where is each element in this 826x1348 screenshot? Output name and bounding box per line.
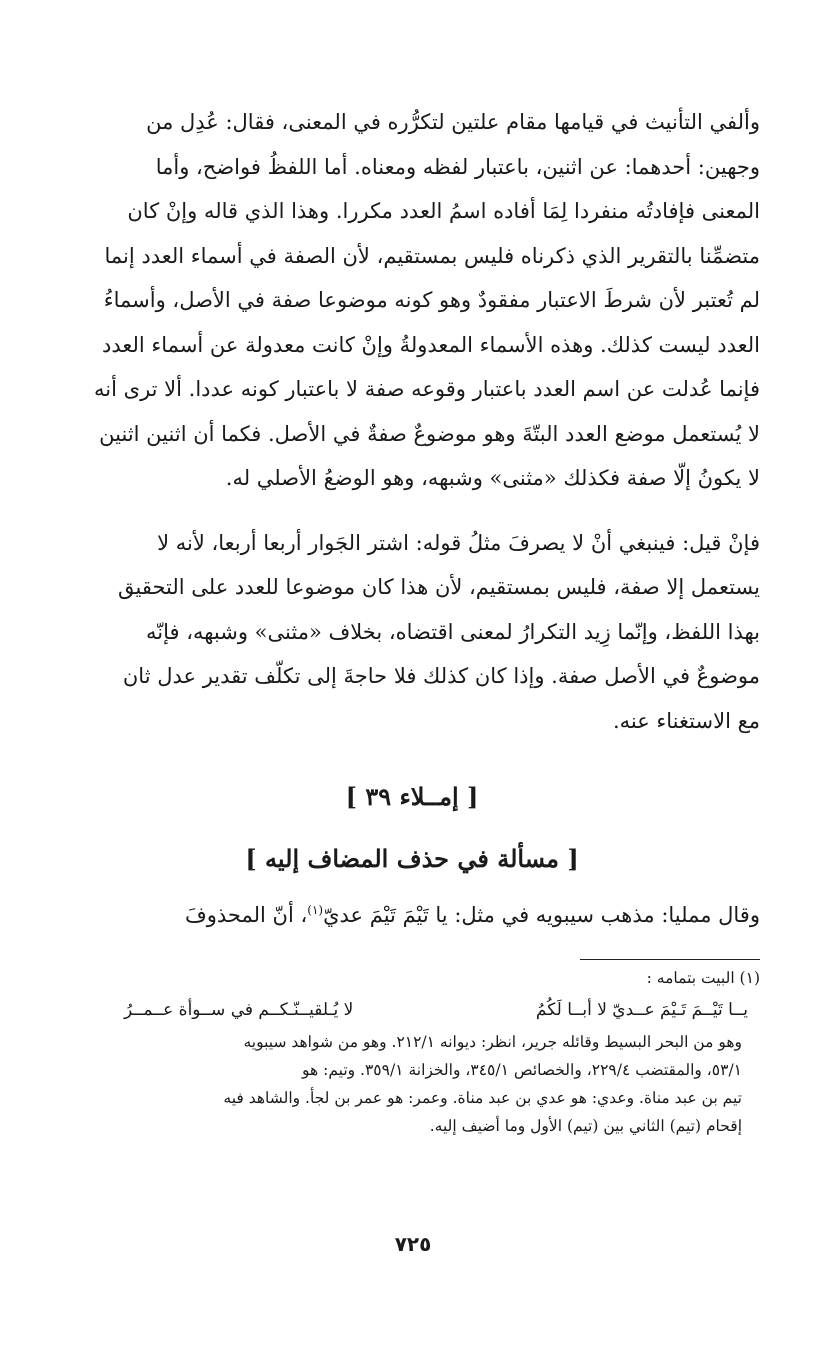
paragraph-line: وجهين: أحدهما: عن اثنين، باعتبار لفظه ومعناه. أما اللفظُ فواضح، وأما (155, 154, 760, 179)
paragraph-line: لم تُعتبر لأن شرطَ الاعتبار مفقودٌ وهو كونه موضوعا صفة في الأصل، وأسماءُ (103, 288, 760, 312)
paragraph-line: فإنما عُدلت عن اسم العدد باعتبار وقوعه صفة لا باعتبار كونه عددا. ألا ترى أنه (94, 377, 760, 401)
page-number: ٧٢٥ (394, 1232, 432, 1256)
lead-text-continued: ، أنّ المحذوفَ (185, 903, 308, 927)
paragraph-line: لا يُستعمل موضع العدد البتّةَ وهو موضوعٌ صفةٌ في الأصل. فكما أن اثنين اثنين (99, 421, 760, 446)
footnote-divider (580, 959, 760, 960)
paragraph-line: وألفي التأنيث في قيامها مقام علتين لتكرُّره في المعنى، فقال: عُدِل من (146, 110, 760, 134)
paragraph-line: فإنْ قيل: فينبغي أنْ لا يصرفَ مثلُ قوله: اشتر الجَوار أربعا أربعا، لأنه لا (157, 530, 760, 555)
paragraph-line: مع الاستغناء عنه. (612, 708, 760, 733)
paragraph-2 (64, 521, 760, 744)
footnotes (64, 964, 760, 1140)
footnote-title: (١) البيت بتمامه : (646, 969, 760, 987)
paragraph-line: موضوعٌ في الأصل صفة. وإذا كان كذلك فلا حاجةَ إلى تكلّف تقدير عدل ثان (122, 664, 760, 688)
page-content (64, 100, 760, 1140)
paragraph-line: لا يكونُ إلّا صفة فكذلك «مثنى» وشبهه، وهو الوضعُ الأصلي له. (225, 466, 760, 490)
lead-text: وقال ممليا: مذهب سيبويه في مثل: يا تَيْمَ تَيْمَ عديّ (323, 903, 760, 927)
paragraph-line: العدد ليست كذلك. وهذه الأسماء المعدولةُ وإنْ كانت معدولة عن أسماء العدد (102, 332, 760, 357)
paragraph-spacer (64, 501, 760, 521)
section-heading: [ مسألة في حذف المضاف إليه ] (245, 844, 579, 873)
poetry-verse (64, 992, 760, 1028)
paragraph-line: بهذا اللفظ، وإنّما زِيد التكرارُ لمعنى اقتضاه، بخلاف «مثنى» وشبهه، فإنّه (145, 619, 760, 644)
footnote-line: تيم بن عبد مناة. وعدي: هو عدي بن عبد مناة. وعمر: هو عمر بن لجأ. والشاهد فيه (223, 1089, 742, 1107)
paragraph-line: يستعمل إلا صفة، فليس بمستقيم، لأن هذا كان موضوعا للعدد على التحقيق (118, 575, 760, 599)
footnote-line: وهو من البحر البسيط وقائله جرير، انظر: ديوانه ٢١٢/١. وهو من شواهد سيبويه (243, 1033, 742, 1051)
paragraph-1 (64, 100, 760, 501)
footnote-line: ٥٣/١، والمقتضب ٢٢٩/٤، والخصائص ٣٤٥/١، والخزانة ٣٥٩/١. وتيم: هو (302, 1061, 742, 1079)
paragraph-line: متضمِّنا بالتقرير الذي ذكرناه فليس بمستقيم، لأن الصفة في أسماء العدد إنما (104, 243, 760, 268)
footnote-reference: (١) (307, 903, 324, 917)
footnote-body (64, 1028, 760, 1140)
lead-paragraph (64, 893, 760, 937)
paragraph-line: المعنى فإفادتُه منفردا لِمَا أفاده اسمُ العدد مكررا. وهذا الذي قاله وإنْ كان (127, 199, 760, 223)
verse-second-hemistich: لا يُـلقيــنّـكــم في ســوأة عــمــرُ (124, 1000, 354, 1020)
dictation-heading: [ إمــلاء ٣٩ ] (345, 782, 479, 811)
verse-first-hemistich: يــا تَيْــمَ تَـيْمَ عــديّ لا أبــا لَكُمُ (535, 1000, 748, 1020)
footnote-line: إقحام (تيم) الثاني بين (تيم) الأول وما أضيف إليه. (429, 1117, 742, 1135)
